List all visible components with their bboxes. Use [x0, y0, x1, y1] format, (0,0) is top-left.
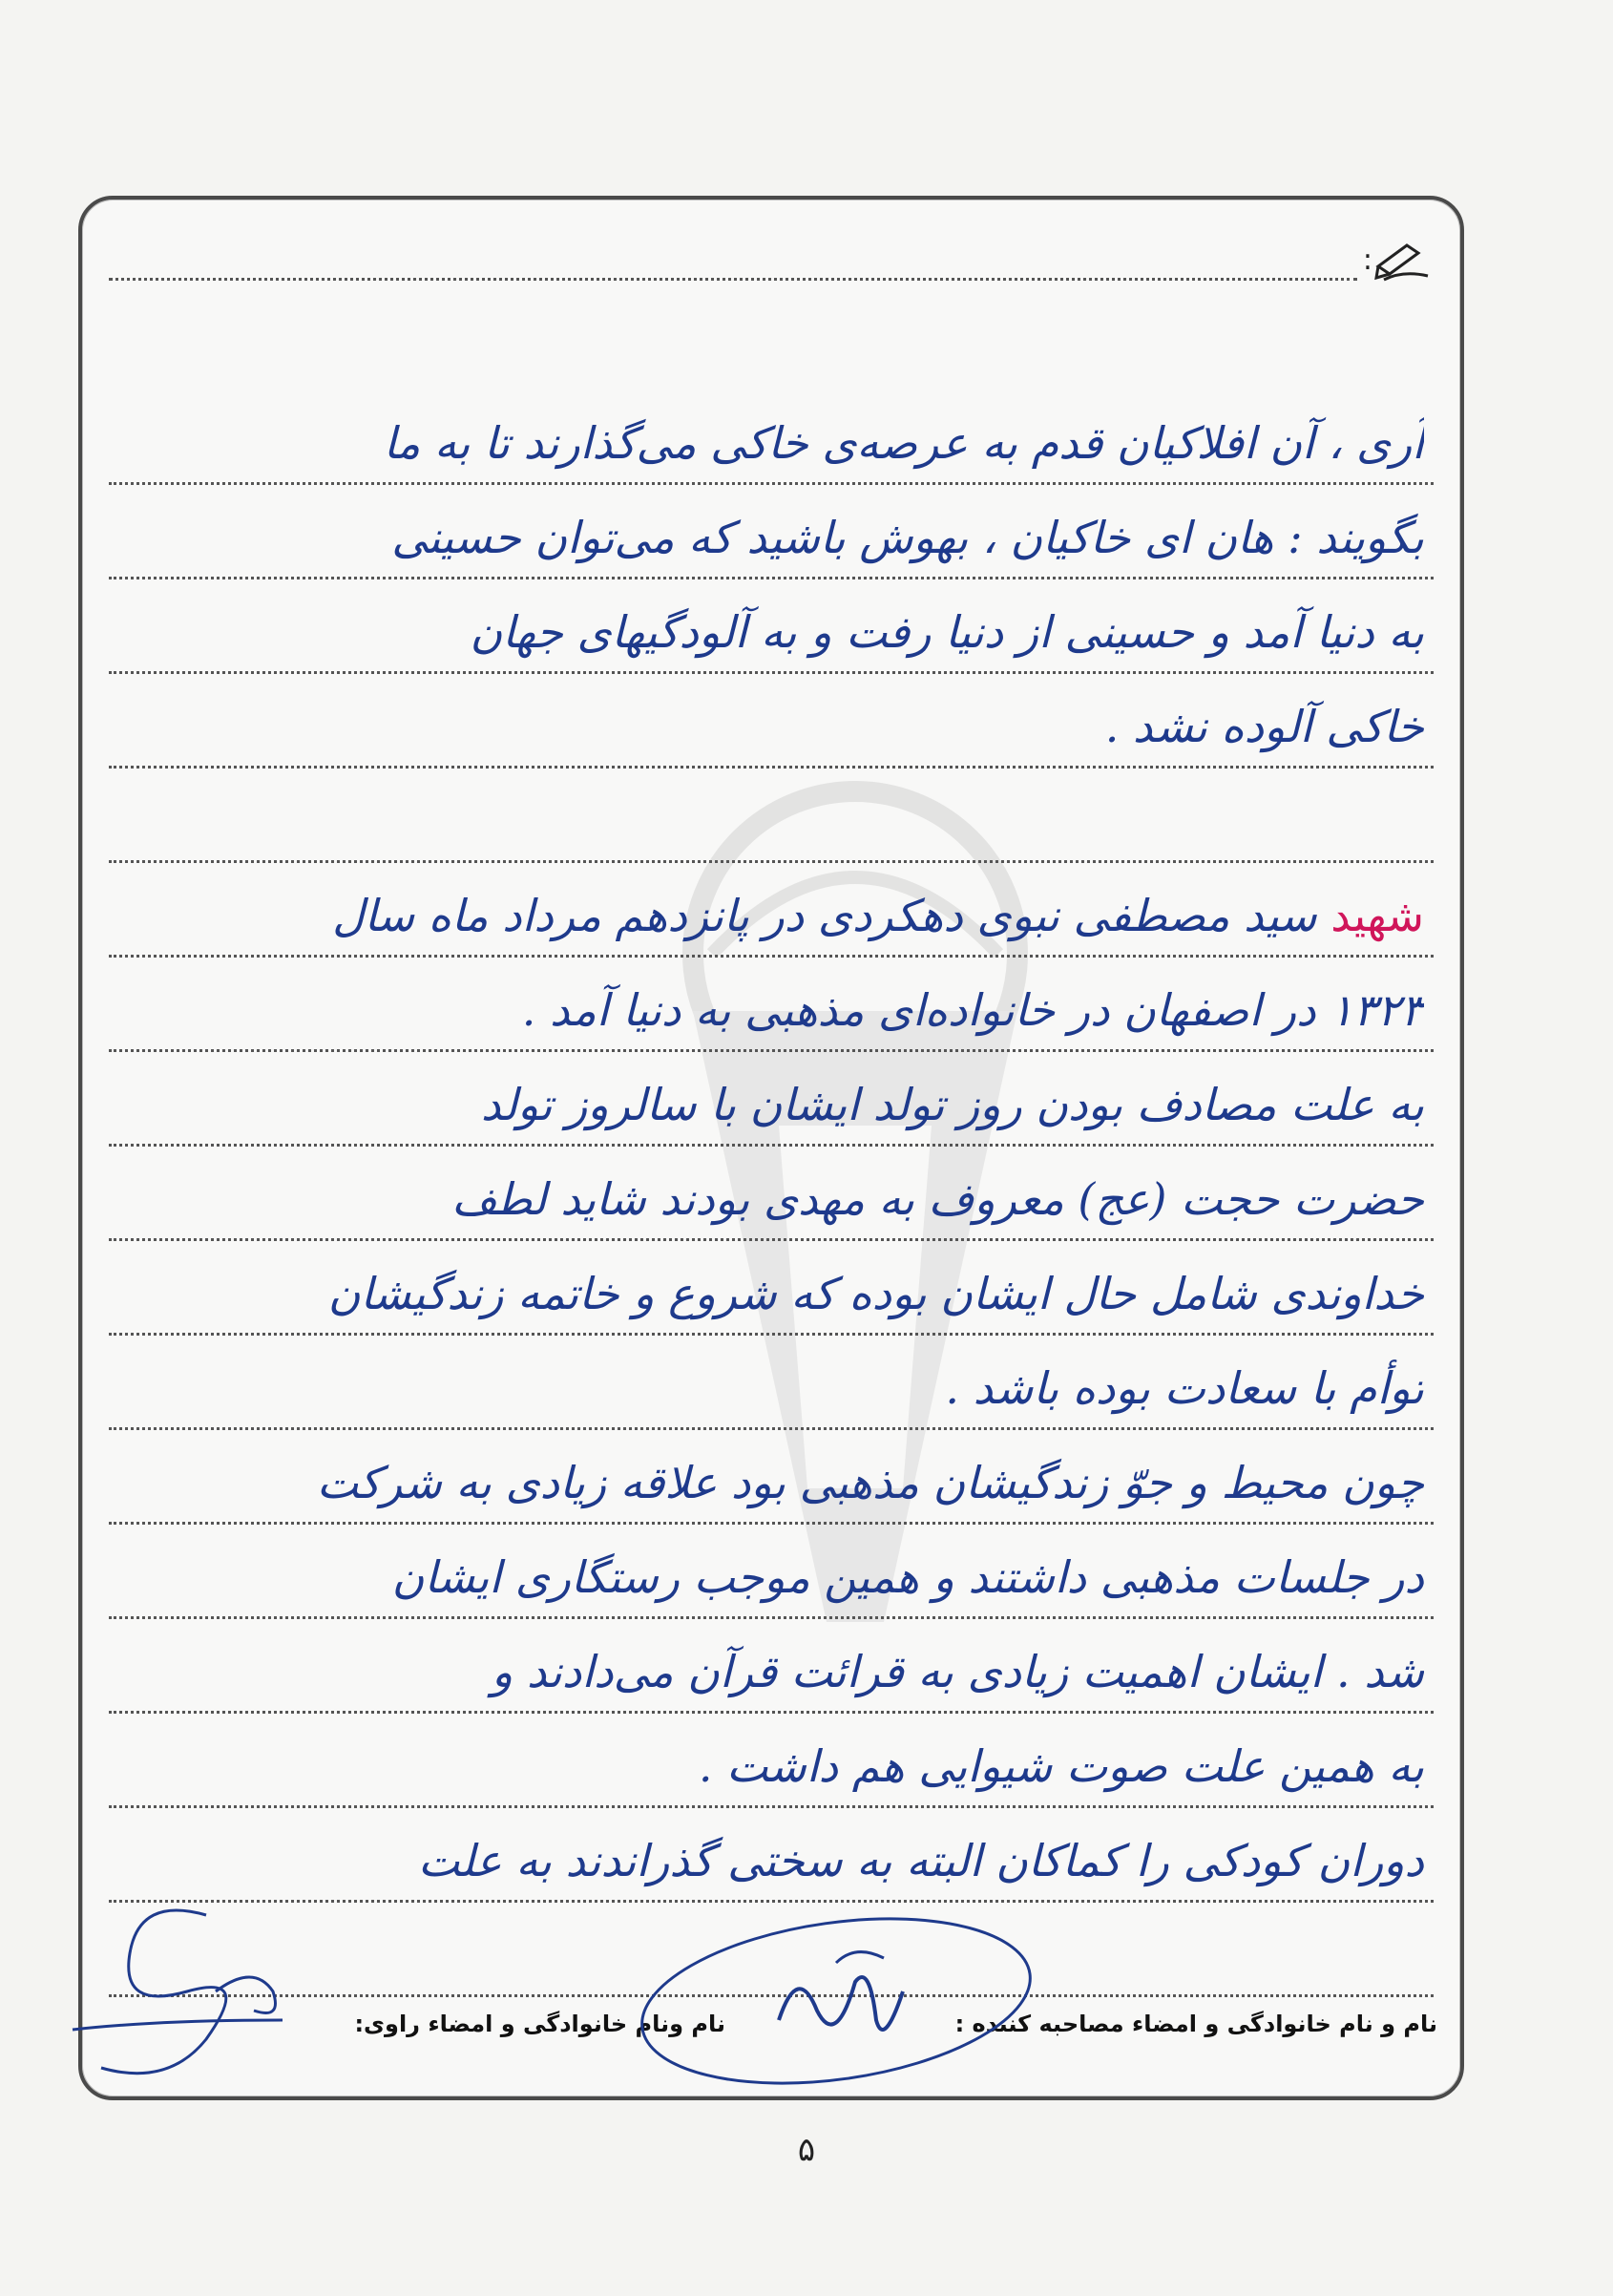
signature-footer — [82, 1991, 1460, 2058]
writing-line — [109, 1430, 1434, 1525]
interviewer-label: نام و نام خانوادگی و امضاء مصاحبه کننده : — [954, 2011, 1437, 2037]
writing-line — [109, 1147, 1434, 1241]
line-text: بگویند : هان ای خاکیان ، بهوش باشید که می‌توان حسینی — [391, 512, 1424, 563]
writing-line — [109, 1052, 1434, 1147]
writing-line — [109, 674, 1434, 769]
writing-line — [109, 1336, 1434, 1430]
line-text: به همین علت صوت شیوایی هم داشت . — [698, 1740, 1424, 1792]
writing-line — [109, 1714, 1434, 1808]
page-frame — [78, 196, 1464, 2100]
line-text: شد . ایشان اهمیت زیادی به قرائت قرآن می‌دادند و — [492, 1646, 1424, 1697]
line-text: ۱۳۲۳ در اصفهان در خانواده‌ای مذهبی به دنیا آمد . — [521, 984, 1424, 1036]
writing-line — [109, 1808, 1434, 1903]
line-text: دوران کودکی را کماکان البته به سختی گذراندند به علت — [417, 1835, 1424, 1886]
writing-line — [109, 1241, 1434, 1336]
line-text: توأم با سعادت بوده باشد . — [945, 1362, 1424, 1414]
red-ink-word: شهید — [1330, 890, 1424, 941]
page-number: ۵ — [797, 2131, 816, 2169]
pen-writing-icon — [1374, 238, 1432, 282]
line-text: در جلسات مذهبی داشتند و همین موجب رستگاری ایشان — [391, 1551, 1424, 1603]
line-text: خاکی آلوده نشد . — [1104, 701, 1424, 752]
writing-line — [109, 958, 1434, 1052]
writing-line — [109, 1619, 1434, 1714]
line-text: حضرت حجت (عج) معروف به مهدی بودند شاید لطف — [451, 1173, 1424, 1225]
narrator-label: نام ونام خانوادگی و امضاء راوی: — [354, 2011, 725, 2037]
line-text: چون محیط و جوّ زندگیشان مذهبی بود علاقه زیادی به شرکت — [316, 1457, 1424, 1508]
writing-line — [109, 485, 1434, 579]
line-text: خداوندی شامل حال ایشان بوده که شروع و خاتمه زندگیشان — [327, 1268, 1424, 1319]
writing-line — [109, 390, 1434, 485]
line-text: شهید سید مصطفی نبوی دهکردی در پانزدهم مرداد ماه سال — [332, 890, 1424, 941]
writing-line — [109, 769, 1434, 863]
line-text: به دنیا آمد و حسینی از دنیا رفت و به آلودگیهای جهان — [470, 606, 1424, 658]
header-row — [82, 238, 1460, 285]
line-text: آری ، آن افلاکیان قدم به عرصه‌ی خاکی می‌گذارند تا به ما — [383, 417, 1424, 469]
header-colon: : — [1362, 243, 1372, 277]
writing-line — [109, 1903, 1434, 1997]
writing-line — [109, 863, 1434, 958]
header-dotted-line — [109, 278, 1357, 281]
writing-line — [109, 1525, 1434, 1619]
writing-line — [109, 579, 1434, 674]
line-text: به علت مصادف بودن روز تولد ایشان با سالروز تولد — [480, 1079, 1424, 1130]
